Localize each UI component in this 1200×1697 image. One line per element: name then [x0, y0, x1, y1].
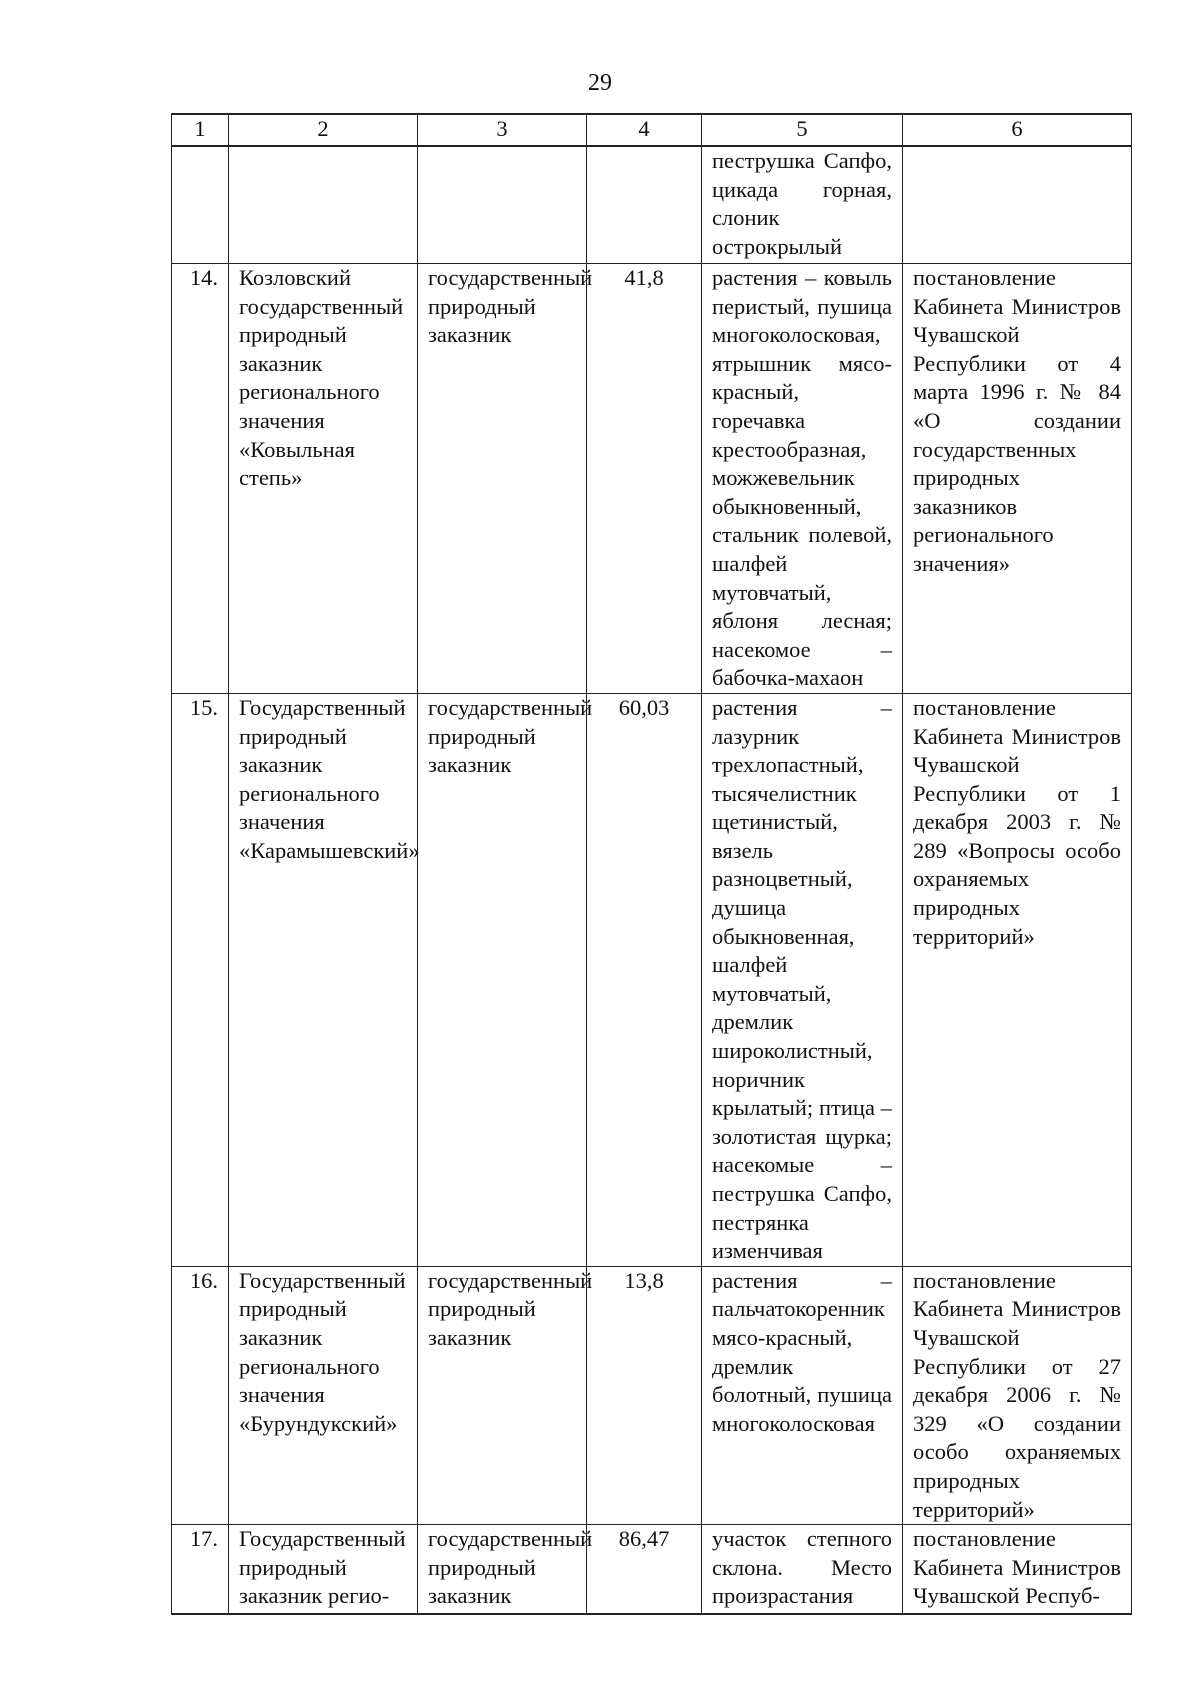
- column-header-5: 5: [702, 114, 903, 146]
- cell-document: постановление Кабинета Министров Чувашской Республики от 1 декабря 2003 г. № 289 «Вопросы особо охраняемых природных территорий»: [903, 693, 1132, 1266]
- column-header-6: 6: [903, 114, 1132, 146]
- page-number: 29: [588, 70, 612, 96]
- cell-name: Государственный природный заказник регионального значения «Бурундукский»: [229, 1266, 418, 1524]
- header-row: [172, 114, 1132, 146]
- table-row: [172, 1525, 1132, 1614]
- table-row: [172, 1266, 1132, 1524]
- cell-species: растения – пальчатокоренник мясо-красный, дремлик болотный, пушица многоколосковая: [702, 1266, 903, 1524]
- table-row: [172, 264, 1132, 694]
- cell-species: растения – ковыль перистый, пушица многоколосковая, ятрышник мясо-красный, горечавка крестообразная, можжевельник обыкновенный, стальник полевой, шалфей мутовчатый, яблоня лесная; насекомое – бабочка-махаон: [702, 264, 903, 694]
- cell-category: государственный природный заказник: [418, 264, 587, 694]
- cell-number: 16.: [172, 1266, 229, 1524]
- cell-document: постановление Кабинета Министров Чувашской Республики от 4 марта 1996 г. № 84 «О создании государственных природных заказников регионального значения»: [903, 264, 1132, 694]
- cell-number: 15.: [172, 693, 229, 1266]
- cell-document: постановление Кабинета Министров Чувашской Респуб-: [903, 1525, 1132, 1614]
- reserves-table: [171, 113, 1132, 1615]
- column-header-1: 1: [172, 114, 229, 146]
- cell-name: Государственный природный заказник регионального значения «Карамышевский»: [229, 693, 418, 1266]
- column-header-4: 4: [587, 114, 702, 146]
- cell-area: 86,47: [587, 1525, 702, 1614]
- cell-category: государственный природный заказник: [418, 1266, 587, 1524]
- cell-name: Государственный природный заказник регио-: [229, 1525, 418, 1614]
- cell-empty: [903, 146, 1132, 264]
- cell-empty: [418, 146, 587, 264]
- cell-species: участок степного склона. Место произрастания: [702, 1525, 903, 1614]
- cell-area: 41,8: [587, 264, 702, 694]
- column-header-3: 3: [418, 114, 587, 146]
- cell-document: постановление Кабинета Министров Чувашской Республики от 27 декабря 2006 г. № 329 «О создании особо охраняемых природных территорий»: [903, 1266, 1132, 1524]
- cell-number: 14.: [172, 264, 229, 694]
- cell-area: 60,03: [587, 693, 702, 1266]
- cell-area: 13,8: [587, 1266, 702, 1524]
- cell-species: пеструшка Сапфо, цикада горная, слоник острокрылый: [702, 146, 903, 264]
- table-header: [172, 114, 1132, 146]
- cell-name: Козловский государственный природный заказник регионального значения «Ковыльная степь»: [229, 264, 418, 694]
- cell-number: 17.: [172, 1525, 229, 1614]
- cell-category: государственный природный заказник: [418, 693, 587, 1266]
- continuation-row: [172, 146, 1132, 264]
- cell-empty: [172, 146, 229, 264]
- cell-species: растения – лазурник трехлопастный, тысячелистник щетинистый, вязель разноцветный, душица обыкновенная, шалфей мутовчатый, дремлик широколистный, норичник крылатый; птица – золотистая щурка; насекомые – пеструшка Сапфо, пестрянка изменчивая: [702, 693, 903, 1266]
- cell-empty: [229, 146, 418, 264]
- column-header-2: 2: [229, 114, 418, 146]
- table-body: [172, 146, 1132, 1614]
- cell-category: государственный природный заказник: [418, 1525, 587, 1614]
- table-row: [172, 693, 1132, 1266]
- cell-empty: [587, 146, 702, 264]
